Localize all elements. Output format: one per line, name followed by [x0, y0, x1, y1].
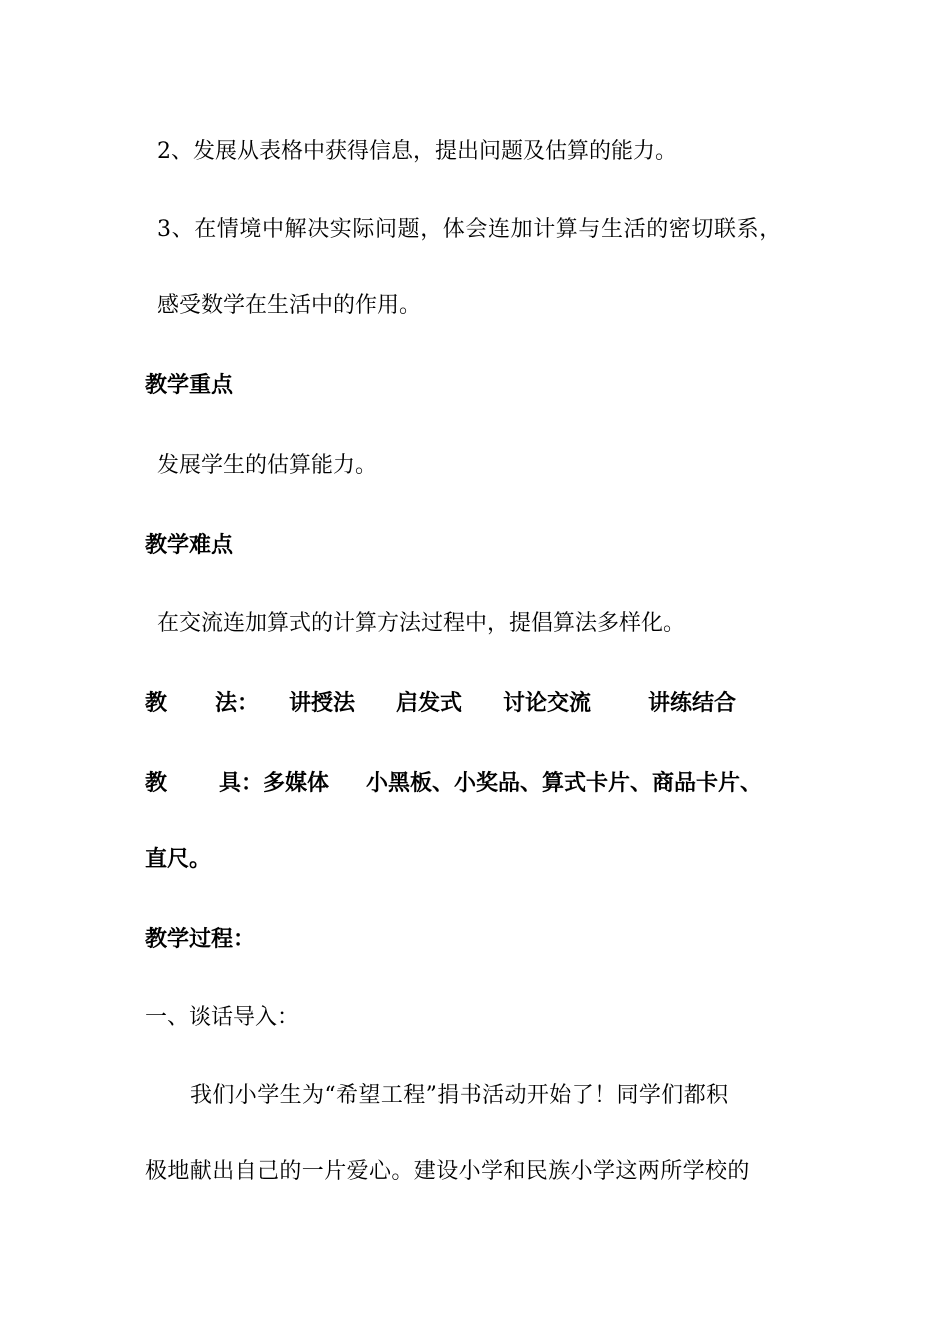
method-item: 讲练结合 [648, 691, 737, 716]
key-point-heading: 教学重点 [145, 373, 234, 398]
section-1-title: 一、谈话导入： [145, 1005, 300, 1030]
method-item: 讲授法 [289, 691, 356, 716]
key-point-text: 发展学生的估算能力。 [157, 453, 378, 478]
tools-items-line-2: 直尺。 [145, 847, 212, 872]
intro-paragraph-line-2: 极地献出自己的一片爱心。建设小学和民族小学这两所学校的 [145, 1159, 750, 1184]
objective-item-3-line-2: 感受数学在生活中的作用。 [157, 293, 422, 318]
methods-label-char-1: 教 [145, 691, 168, 716]
objective-item-3-line-1: 3、在情境中解决实际问题，体会连加计算与生活的密切联系， [157, 217, 782, 242]
tools-items-line-1: 小黑板、小奖品、算式卡片、商品卡片、 [366, 771, 763, 796]
tools-label-char-2: 具：多媒体 [219, 771, 330, 796]
tools-label-char-1: 教 [145, 771, 168, 796]
objective-item-2: 2、发展从表格中获得信息，提出问题及估算的能力。 [157, 139, 677, 164]
method-item: 讨论交流 [503, 691, 592, 716]
difficulty-text: 在交流连加算式的计算方法过程中，提倡算法多样化。 [157, 611, 686, 636]
method-item: 启发式 [396, 691, 463, 716]
difficulty-heading: 教学难点 [145, 533, 234, 558]
methods-label-char-2: 法： [215, 691, 260, 716]
process-heading: 教学过程： [145, 927, 256, 952]
intro-paragraph-line-1: 我们小学生为“希望工程”捐书活动开始了！同学们都积 [190, 1083, 729, 1108]
